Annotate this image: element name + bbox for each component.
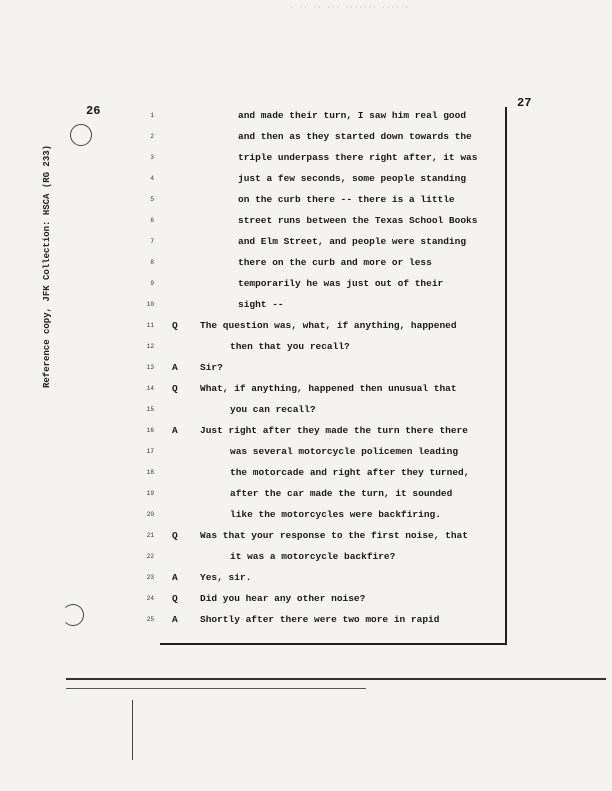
transcript-text: Just right after they made the turn there there [200,425,468,436]
line-number: 16 [146,427,154,434]
speaker-label: Q [172,383,178,394]
transcript-frame [160,107,507,645]
transcript-text: and made their turn, I saw him real good [238,110,467,121]
transcript-text: Shortly after there were two more in rapid [200,614,440,625]
line-number: 13 [146,364,154,371]
transcript-text: Did you hear any other noise? [200,593,366,604]
line-number: 6 [150,217,154,224]
transcript-text: after the car made the turn, it sounded [230,488,453,499]
transcript-text: and then as they started down towards the [238,131,472,142]
line-number: 12 [146,343,154,350]
line-number: 17 [146,448,154,455]
speaker-label: A [172,572,178,583]
line-number: 23 [146,574,154,581]
transcript-text: then that you recall? [230,341,350,352]
transcript-text: was several motorcycle policemen leading [230,446,459,457]
speaker-label: A [172,614,178,625]
transcript-text: the motorcade and right after they turned, [230,467,470,478]
page-number-right: 27 [517,96,532,110]
line-number: 3 [150,154,154,161]
transcript-text: The question was, what, if anything, happened [200,320,457,331]
transcript-text: Sir? [200,362,223,373]
transcript-text: What, if anything, happened then unusual that [200,383,457,394]
transcript-text: on the curb there -- there is a little [238,194,455,205]
line-number: 19 [146,490,154,497]
speaker-label: Q [172,530,178,541]
transcript-text: street runs between the Texas School Books [238,215,478,226]
line-number: 25 [146,616,154,623]
transcript-text: temporarily he was just out of their [238,278,444,289]
speaker-label: A [172,362,178,373]
line-number: 8 [150,259,154,266]
transcript-text: just a few seconds, some people standing [238,173,467,184]
page-number-left: 26 [86,104,101,118]
reference-copy-label: Reference copy, JFK Collection: HSCA (RG 233) [42,144,52,388]
divider [66,688,366,689]
speaker-label: Q [172,593,178,604]
transcript-text: there on the curb and more or less [238,257,432,268]
line-number: 20 [146,511,154,518]
transcript-text: Was that your response to the first noise, that [200,530,468,541]
transcript-text: triple underpass there right after, it was [238,152,478,163]
line-number: 21 [146,532,154,539]
line-number: 11 [146,322,154,329]
line-number: 9 [150,280,154,287]
speaker-label: A [172,425,178,436]
line-number: 18 [146,469,154,476]
line-number: 4 [150,175,154,182]
punch-hole-icon [70,124,92,146]
line-number: 7 [150,238,154,245]
line-number: 2 [150,133,154,140]
divider [66,678,606,680]
line-number: 14 [146,385,154,392]
margin-mark [132,700,133,760]
speaker-label: Q [172,320,178,331]
punch-hole-icon [62,604,84,626]
line-number: 24 [146,595,154,602]
transcript-text: you can recall? [230,404,316,415]
transcript-text: Yes, sir. [200,572,252,583]
transcript-text: and Elm Street, and people were standing [238,236,467,247]
line-number: 22 [146,553,154,560]
line-number: 15 [146,406,154,413]
transcript-text: like the motorcycles were backfiring. [230,509,441,520]
transcript-text: sight -- [238,299,284,310]
transcript-text: it was a motorcycle backfire? [230,551,396,562]
line-number: 10 [146,301,154,308]
line-number: 5 [150,196,154,203]
line-number: 1 [150,112,154,119]
archive-stamp: · ·· ·· ··· ······· ······ [290,4,410,11]
